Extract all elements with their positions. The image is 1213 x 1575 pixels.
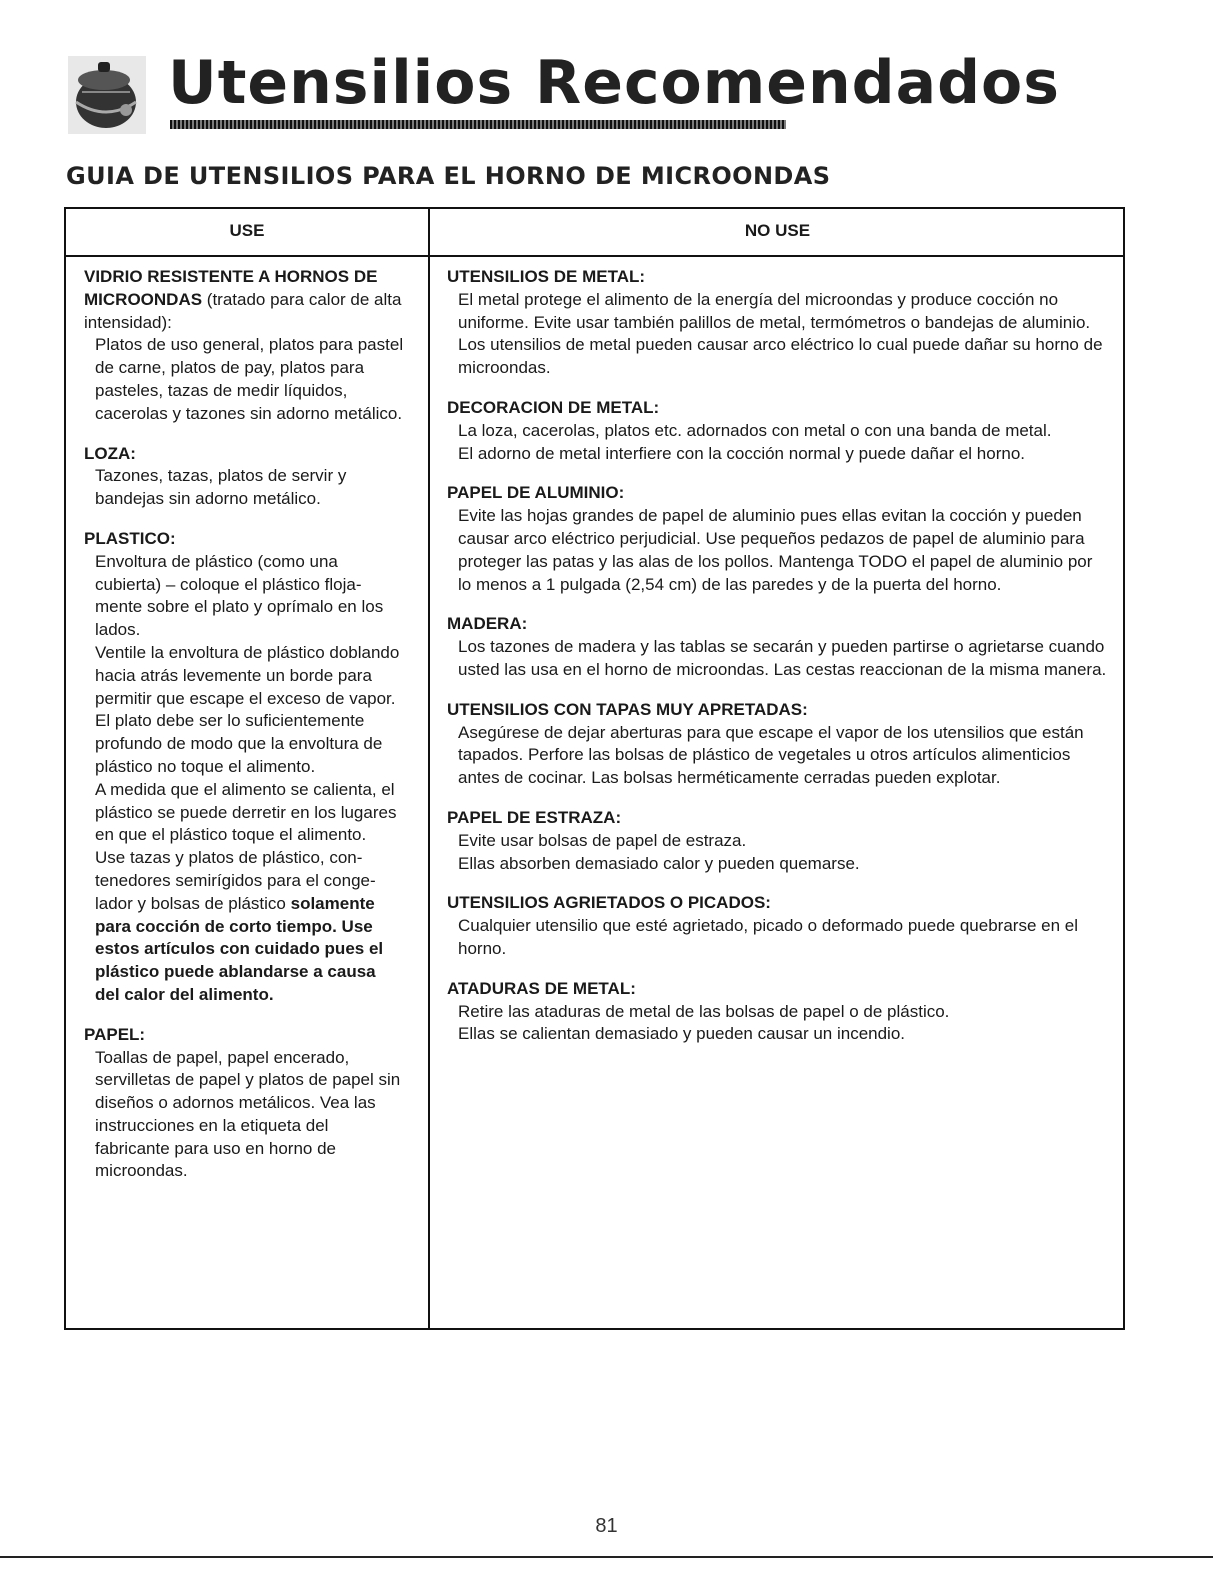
no-use-section	[447, 482, 1107, 596]
paragraph-text: Use tazas y platos de plástico, con-tenedores semirígidos para el conge-lador y bolsas de plástico	[95, 848, 376, 913]
no-use-section	[447, 397, 1107, 465]
section-paragraph: A medida que el alimento se calienta, el plástico se puede derretir en los lugares en que el plástico toque el alimento.	[95, 779, 397, 845]
section-paragraph: Ventile la envoltura de plástico doblando hacia atrás levemente un borde para permitir que escape el exceso de vapor. El plato debe ser lo suficientemente profundo de modo que la envoltura de plástico no toque el alimento.	[95, 642, 400, 776]
section-body: El metal protege el alimento de la energía del microondas y produce cocción no uniforme. Evite usar también palillos de metal, termómetros o bandejas de aluminio. Los utensilios de metal pueden causar arco eléctrico lo cual puede dañar su horno de microondas.	[458, 289, 1103, 378]
section-title: PAPEL DE ESTRAZA:	[447, 807, 622, 827]
no-use-section	[447, 613, 1107, 681]
use-column	[84, 266, 404, 1200]
no-use-column-header: NO USE	[744, 221, 811, 240]
section-line: Evite usar bolsas de papel de estraza.	[458, 830, 747, 850]
section-title: UTENSILIOS AGRIETADOS O PICADOS:	[447, 893, 771, 913]
section-body: Los tazones de madera y las tablas se secarán y pueden partirse o agrietarse cuando usted las usa en el horno de microondas. Las cestas reaccionan de la misma manera.	[458, 637, 1107, 679]
column-divider	[428, 209, 430, 1328]
section-line: El adorno de metal interfiere con la cocción normal y puede dañar el horno.	[458, 443, 1026, 463]
section-body: Asegúrese de dejar aberturas para que escape el vapor de los utensilios que están tapados. Perfore las bolsas de plástico de vegetales u otros artículos alimenticios antes de cocinar. Las bolsas herméticamente cerradas pueden explotar.	[458, 722, 1084, 788]
section-body: Tazones, tazas, platos de servir y bandejas sin adorno metálico.	[95, 466, 347, 509]
section-title: VIDRIO RESISTENTE A HORNOS DE MICROONDAS	[84, 267, 378, 309]
section-title: UTENSILIOS DE METAL:	[447, 267, 646, 286]
no-use-section	[447, 892, 1107, 960]
section-title: UTENSILIOS CON TAPAS MUY APRETADAS:	[447, 699, 808, 719]
page-header	[64, 42, 1060, 132]
section-title: LOZA:	[84, 443, 136, 463]
section-title-suffix: (tratado para calor de alta intensidad):	[84, 289, 402, 332]
section-title: PAPEL DE ALUMINIO:	[447, 483, 625, 503]
section-line: Ellas absorben demasiado calor y pueden quemarse.	[458, 853, 860, 873]
section-line: La loza, cacerolas, platos etc. adornados con metal o con una banda de metal.	[458, 420, 1052, 440]
section-title: PAPEL:	[84, 1024, 146, 1044]
section-body: Platos de uso general, platos para pastel de carne, platos de pay, platos para pasteles, tazas de medir líquidos, cacerolas y tazones sin adorno metálico.	[95, 335, 404, 423]
use-section-plastico	[84, 528, 404, 1007]
use-section-loza	[84, 443, 404, 511]
section-line: Retire las ataduras de metal de las bolsas de papel o de plástico.	[458, 1001, 950, 1021]
utensil-guide-table	[64, 207, 1125, 1330]
page-title: Utensilios Recomendados	[168, 48, 1060, 118]
section-line: Ellas se calientan demasiado y pueden causar un incendio.	[458, 1024, 906, 1044]
page-number: 81	[595, 1515, 618, 1537]
no-use-section	[447, 266, 1107, 380]
bottom-rule	[0, 1556, 1213, 1558]
paragraph-bold-text: solamente para cocción de corto tiempo. Use estos artículos con cuidado pues el plástico puede ablandarse a causa del calor del alimento.	[95, 893, 384, 1004]
title-underline	[170, 120, 786, 129]
header-divider	[66, 255, 1123, 257]
section-title: DECORACION DE METAL:	[447, 397, 660, 417]
section-title: ATADURAS DE METAL:	[447, 978, 636, 998]
guide-heading: GUIA DE UTENSILIOS PARA EL HORNO DE MICROONDAS	[66, 162, 831, 190]
section-body: Cualquier utensilio que esté agrietado, picado o deformado puede quebrarse en el horno.	[458, 916, 1078, 958]
section-title: MADERA:	[447, 614, 528, 634]
pot-with-lid-icon	[64, 52, 150, 138]
no-use-column	[447, 266, 1107, 1063]
use-section-papel	[84, 1024, 404, 1184]
section-body: Evite las hojas grandes de papel de aluminio pues ellas evitan la cocción y pueden causar arco eléctrico perjudicial. Use pequeños pedazos de papel de aluminio para proteger las patas y las alas de los pollos. Mantenga TODO el papel de aluminio por lo menos a 1 pulgada (2,54 cm) de las paredes y de la puerta del horno.	[458, 506, 1093, 594]
section-paragraph	[84, 847, 404, 1007]
no-use-section	[447, 978, 1107, 1046]
no-use-section	[447, 807, 1107, 875]
section-title: PLASTICO:	[84, 528, 176, 548]
no-use-section	[447, 699, 1107, 790]
section-body: Toallas de papel, papel encerado, servilletas de papel y platos de papel sin diseños o adornos metálicos. Vea las instrucciones en la etiqueta del fabricante para uso en horno de microondas.	[95, 1047, 401, 1181]
section-paragraph: Envoltura de plástico (como una cubierta) – coloque el plástico floja-mente sobre el plato y oprímalo en los lados.	[95, 551, 384, 640]
use-section-vidrio	[84, 266, 404, 426]
use-column-header: USE	[229, 221, 265, 240]
